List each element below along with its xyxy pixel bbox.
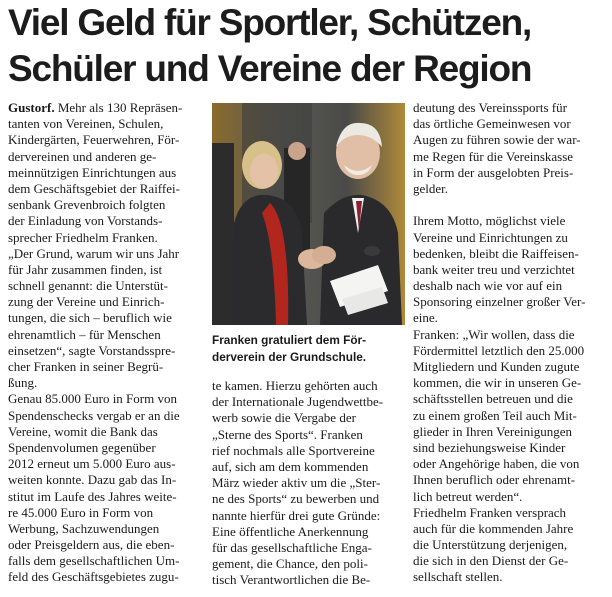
text-line: in Form der ausgelobten Preis-: [413, 164, 574, 180]
text-line: sellschaft stellen.: [413, 569, 503, 585]
text-line: die Unterstützung derjenigen,: [413, 537, 568, 553]
text-line: Werbung, Sachzuwendungen: [8, 520, 160, 536]
photo-caption: [212, 332, 407, 366]
text-line: dervereinen und anderen ge-: [8, 148, 157, 164]
text-line: schnell genannt: die Unterstüt-: [8, 278, 168, 294]
text-line: tungen, die sich – beruflich wie: [8, 310, 172, 326]
text-line: dem Geschäftsgebiet der Raiffei-: [8, 180, 180, 196]
text-line: der Internationale Jugendwettbe-: [212, 394, 384, 410]
article-headline: [8, 0, 608, 92]
article-photo: [212, 103, 405, 325]
text-line: Spendenschecks vergab er an die: [8, 407, 180, 423]
text-line: ne des Sports“ zu bewerben und: [212, 491, 380, 507]
article-column-2: [212, 378, 407, 588]
headline-line-1: Viel Geld für Sportler, Schützen,: [8, 2, 532, 43]
text-line: Spendenvolumen gegenüber: [8, 439, 156, 455]
text-line: Ihrem Motto, möglichst viele: [413, 213, 566, 229]
text-line: zu einem großen Teil auch Mit-: [413, 407, 577, 423]
dateline: Gustorf.: [8, 100, 55, 115]
text-line: auch für die kommenden Jahre: [413, 520, 574, 536]
text-line: März wieder aktiv um die „Ster-: [212, 475, 381, 491]
text-line: kommen, die wir in unseren Ge-: [413, 375, 582, 391]
text-line: Kindergärten, Feuerwehren, För-: [8, 132, 180, 148]
text-line: der Einladung von Vorstands-: [8, 213, 163, 229]
text-line: „Der Grund, warum wir uns Jahr: [8, 245, 180, 261]
text-line: nannte hierfür drei gute Gründe:: [212, 507, 381, 523]
photo-illustration: [212, 103, 405, 325]
text-line: Eine öffentliche Anerkennung: [212, 523, 369, 539]
text-line: senbank Grevenbroich folgten: [8, 197, 166, 213]
text-line: feld des Geschäftsgebietes zugu-: [8, 569, 179, 585]
text-line: bedenken, bleibt die Raiffeisen-: [413, 245, 579, 261]
text-line: weiten konnte. Dazu gab das In-: [8, 472, 177, 488]
text-line: die sich in den Dienst der Ge-: [413, 553, 569, 569]
text-line: tanten von Vereinen, Schulen,: [8, 116, 164, 132]
text-line: gelder.: [413, 180, 449, 196]
text-line: stitut im Laufe des Jahres weite-: [8, 488, 177, 504]
text-line: Sponsoring einzelner großer Ver-: [413, 294, 586, 310]
text-line: sind beziehungsweise Kinder: [413, 439, 566, 455]
text-line: 2012 erneut um 5.000 Euro aus-: [8, 456, 176, 472]
text-line: zung der Vereine und Einrich-: [8, 294, 165, 310]
text-line: Mitgliedern und Kunden zugute: [413, 359, 580, 374]
text-line: rief nochmals alle Sportvereine: [212, 442, 375, 458]
text-line: Ihnen beruflich oder ehrenamt-: [413, 472, 576, 488]
paragraph-gap: [413, 197, 608, 213]
text-line: sprecher Friedhelm Franken.: [8, 229, 158, 245]
text-line: lich betreut werden“.: [413, 488, 523, 504]
text-line: ßung.: [8, 375, 38, 391]
text-line: oder Angehörige haben, die von: [413, 456, 580, 472]
text-line: ehrenamtlich – für Menschen: [8, 326, 161, 342]
text-line: glieder in Ihren Vereinigungen: [413, 423, 572, 439]
text-line: das örtliche Gemeinwesen vor: [413, 116, 571, 132]
text-line: „Sterne des Sports“. Franken: [212, 426, 363, 442]
text-line: einsetzen“, sagte Vorstandsspre-: [8, 342, 176, 358]
text-line: Augen zu führen sowie der war-: [413, 132, 581, 148]
text-line: Fördermittel letztlich den 25.000: [413, 342, 585, 358]
text-line: auf, sich am dem kommenden: [212, 458, 369, 474]
headline-line-2: Schüler und Vereine der Region: [8, 48, 532, 89]
text-line: re 45.000 Euro in Form von: [8, 504, 154, 520]
article-column-3: [413, 100, 608, 586]
text-line: falls dem gesellschaftlichen Um-: [8, 553, 180, 569]
text-line: eine.: [413, 310, 438, 326]
text-line: Genau 85.000 Euro in Form von: [8, 391, 177, 407]
text-line: te kamen. Hierzu gehörten auch: [212, 378, 378, 393]
text-fragment: Mehr als 130 Repräsen-: [54, 100, 183, 115]
text-line: Vereine, womit die Bank das: [8, 423, 158, 439]
text-line: für das gesellschaftliche Enga-: [212, 539, 372, 555]
text-line: Vereine und Einrichtungen zu: [413, 229, 568, 245]
text-line: Franken: „Wir wollen, dass die: [413, 326, 575, 342]
text-line: meinnützigen Einrichtungen aus: [8, 164, 177, 180]
text-line: bank weiter treu und verzichtet: [413, 261, 575, 277]
caption-line-2: derverein der Grundschule.: [212, 350, 367, 364]
text-line: me Regen für die Vereinskasse: [413, 148, 574, 164]
text-line: deutung des Vereinssports für: [413, 100, 567, 115]
text-line: schäftsstellen betreuen und die: [413, 391, 573, 407]
text-line: oder Preisgeldern aus, die eben-: [8, 537, 175, 553]
text-line: werb sowie die Vergabe der: [212, 410, 356, 426]
caption-line-1: Franken gratuliert dem För-: [212, 333, 367, 347]
text-line: deshalb nach wie vor auf ein: [413, 278, 563, 294]
text-line: cher Franken in seiner Begrü-: [8, 359, 164, 374]
text-line: für Jahr zusammen finden, ist: [8, 261, 163, 277]
text-line: [8, 100, 203, 116]
text-line: gement, die Chance, den poli-: [212, 556, 368, 572]
article-column-1: [8, 100, 203, 586]
text-line: Friedhelm Franken versprach: [413, 504, 567, 520]
text-line: tisch Verantwortlichen die Be-: [212, 572, 371, 588]
